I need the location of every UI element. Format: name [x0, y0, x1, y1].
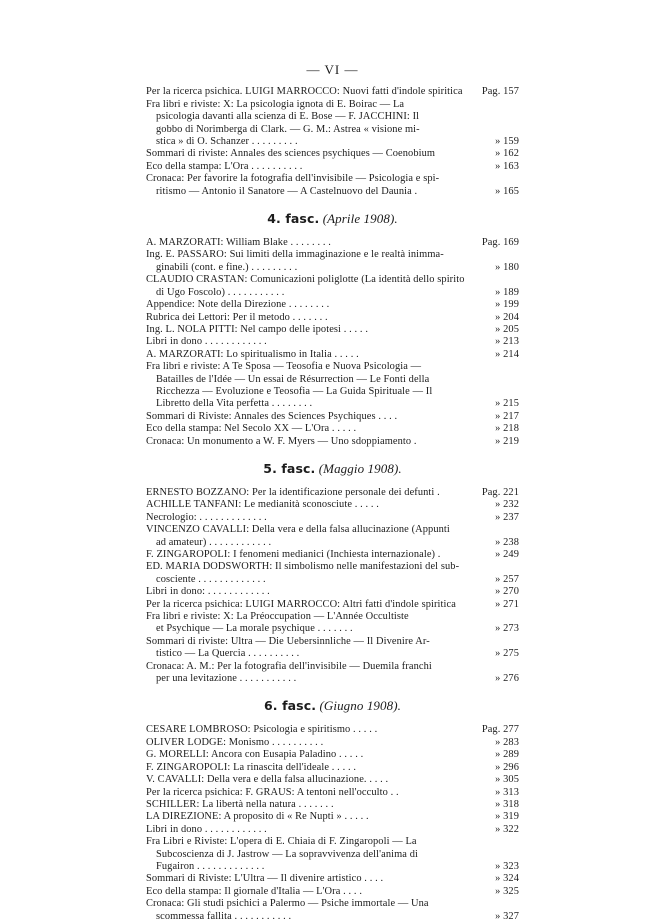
- issue-month: (Maggio 1908).: [318, 460, 402, 476]
- toc-entry: [146, 324, 519, 336]
- toc-entry: [146, 524, 519, 549]
- entry-line: tistico — La Quercia . . . . . . . . . .: [156, 648, 300, 660]
- toc-entry: [146, 512, 519, 524]
- issue-number: 6. fasc.: [264, 698, 317, 714]
- toc-entry: [146, 762, 519, 774]
- entry-page-ref: » 189: [495, 286, 519, 298]
- toc-entry: [146, 436, 519, 448]
- entry-line: Libri in dono . . . . . . . . . . . .: [146, 336, 267, 348]
- entry-line: psicologia davanti alla scienza di E. Bose — F. JACCHINI: Il: [156, 111, 420, 123]
- entry-line: Ricchezza — Evoluzione e Teosofia — La Guida Spirituale — Il: [156, 385, 433, 397]
- entry-page-ref: » 159: [495, 136, 519, 148]
- entry-line: Libretto della Vita perfetta . . . . . . . .: [156, 398, 313, 410]
- toc-entry: [146, 811, 519, 823]
- toc-entry: [146, 586, 519, 598]
- entry-page-ref: » 305: [495, 774, 519, 786]
- entry-page-ref: » 205: [495, 323, 519, 335]
- toc-entry: [146, 886, 519, 898]
- issue-number: 4. fasc.: [267, 211, 320, 227]
- entry-line: Eco della stampa: L'Ora . . . . . . . . . .: [146, 160, 303, 172]
- entry-page-ref: » 283: [495, 736, 519, 748]
- entry-line: scommessa fallita . . . . . . . . . . .: [156, 910, 292, 922]
- entry-line: Sommari di Riviste: L'Ultra — Il divenire artistico . . . .: [146, 873, 384, 885]
- entry-line: Cronaca: Per favorire la fotografia dell'invisibile — Psicologia e spi-: [146, 173, 440, 185]
- toc-entry: [146, 487, 519, 499]
- entry-line: Sommari di riviste: Annales des sciences psychiques — Coenobium: [146, 148, 436, 160]
- toc-entry: [146, 561, 519, 586]
- entry-line: F. ZINGAROPOLI: La rinascita dell'ideale . . . . .: [146, 761, 357, 773]
- toc-entry: [146, 898, 519, 923]
- toc-entry: [146, 799, 519, 811]
- toc-entry: [146, 737, 519, 749]
- entry-page-ref: » 238: [495, 536, 519, 548]
- toc-entry: [146, 724, 519, 736]
- entry-page-ref: » 327: [495, 910, 519, 922]
- entry-line: A. MARZORATI: William Blake . . . . . . . .: [146, 237, 331, 249]
- entry-page-ref: » 162: [495, 148, 519, 160]
- entry-line: Eco della stampa: Nel Secolo XX — L'Ora . . . . .: [146, 423, 357, 435]
- entry-page-ref: Pag. 277: [481, 724, 519, 736]
- entry-line: Per la ricerca psichica. LUIGI MARROCCO: Nuovi fatti d'indole spiritica: [146, 86, 463, 98]
- toc-entry: [146, 349, 519, 361]
- entry-line: ED. MARIA DODSWORTH: Il simbolismo nelle manifestazioni del sub-: [146, 561, 460, 573]
- toc-entry: [146, 423, 519, 435]
- entry-line: OLIVER LODGE: Monismo . . . . . . . . . .: [146, 736, 324, 748]
- entry-page-ref: » 204: [495, 311, 519, 323]
- entry-page-ref: » 232: [495, 499, 519, 511]
- entry-line: F. ZINGAROPOLI: I fenomeni medianici (Inchiesta internazionale) .: [146, 549, 441, 560]
- entry-line: A. MARZORATI: Lo spiritualismo in Italia . . . . .: [146, 348, 359, 360]
- entry-page-ref: Pag. 169: [481, 237, 519, 249]
- entry-line: CESARE LOMBROSO: Psicologia e spiritismo . . . . .: [146, 724, 378, 736]
- entry-page-ref: » 319: [495, 811, 519, 823]
- entry-line: ACHILLE TANFANI: Le medianità sconosciute . . . . .: [146, 499, 380, 511]
- entry-page-ref: » 324: [495, 873, 519, 885]
- entry-page-ref: » 215: [495, 398, 519, 410]
- entry-line: per una levitazione . . . . . . . . . . .: [156, 673, 297, 685]
- toc-entry: [146, 299, 519, 311]
- entry-page-ref: » 180: [495, 261, 519, 273]
- toc-entry: [146, 836, 519, 873]
- toc-entry: [146, 249, 519, 274]
- entry-line: cosciente . . . . . . . . . . . . .: [156, 573, 266, 585]
- entry-page-ref: » 257: [495, 573, 519, 585]
- entry-line: Cronaca: Un monumento a W. F. Myers — Uno sdoppiamento .: [146, 435, 417, 447]
- entry-page-ref: » 214: [495, 348, 519, 360]
- entry-line: Fra libri e riviste: A Te Sposa — Teosofia e Nuova Psicologia —: [146, 361, 422, 373]
- entry-page-ref: » 313: [495, 786, 519, 798]
- toc-body: [146, 86, 519, 923]
- toc-entry: [146, 549, 519, 561]
- entry-line: Libri in dono . . . . . . . . . . . .: [146, 823, 267, 835]
- entry-line: LA DIREZIONE: A proposito di « Re Nupti » . . . . .: [146, 811, 369, 823]
- toc-entry: [146, 173, 519, 198]
- entry-line: ginabili (cont. e fine.) . . . . . . . . .: [156, 261, 298, 273]
- entry-line: Sommari di riviste: Ultra — Die Uebersinnliche — Il Divenire Ar-: [146, 635, 430, 647]
- toc-entry: [146, 86, 519, 98]
- entry-page-ref: » 219: [495, 435, 519, 447]
- entry-page-ref: » 165: [495, 185, 519, 197]
- entry-line: Cronaca: A. M.: Per la fotografia dell'invisibile — Duemila franchi: [146, 660, 432, 672]
- entry-page-ref: » 217: [495, 410, 519, 422]
- issue-heading: [146, 461, 519, 477]
- entry-line: stica » di O. Schanzer . . . . . . . . .: [156, 136, 298, 148]
- issue-heading: [146, 698, 519, 714]
- toc-entry: [146, 237, 519, 249]
- table-of-contents: [146, 64, 519, 923]
- entry-page-ref: » 275: [495, 648, 519, 660]
- toc-entry: [146, 99, 519, 149]
- toc-entry: [146, 611, 519, 636]
- entry-page-ref: » 163: [495, 160, 519, 172]
- entry-page-ref: » 289: [495, 749, 519, 761]
- toc-entry: [146, 361, 519, 411]
- entry-page-ref: » 270: [495, 586, 519, 598]
- entry-line: et Psychique — La morale psychique . . . . . . .: [156, 623, 353, 635]
- toc-section: [146, 86, 519, 198]
- entry-line: SCHILLER: La libertà nella natura . . . . . . .: [146, 798, 334, 810]
- toc-entry: [146, 873, 519, 885]
- entry-line: ERNESTO BOZZANO: Per la identificazione personale dei defunti .: [146, 486, 440, 498]
- entry-line: Rubrica dei Lettori: Per il metodo . . . . . . .: [146, 311, 328, 323]
- entry-line: Batailles de l'Idée — Un essai de Résurrection — Le Fonti della: [156, 373, 430, 385]
- toc-section: [146, 461, 519, 686]
- issue-month: (Giugno 1908).: [319, 698, 401, 714]
- toc-entry: [146, 749, 519, 761]
- entry-page-ref: Pag. 157: [481, 86, 519, 98]
- entry-line: Per la ricerca psichica: F. GRAUS: A tentoni nell'occulto . .: [146, 786, 399, 798]
- entry-line: Libri in dono: . . . . . . . . . . . .: [146, 586, 270, 598]
- toc-entry: [146, 774, 519, 786]
- entry-line: di Ugo Foscolo) . . . . . . . . . . .: [156, 286, 285, 298]
- entry-page-ref: » 273: [495, 623, 519, 635]
- toc-section: [146, 211, 519, 448]
- entry-line: ad amateur) . . . . . . . . . . . .: [156, 536, 272, 548]
- entry-line: Cronaca: Gli studi psichici a Palermo — Psiche immortale — Una: [146, 898, 429, 910]
- entry-page-ref: » 325: [495, 885, 519, 897]
- issue-number: 5. fasc.: [263, 460, 316, 476]
- entry-line: Sommari di Riviste: Annales des Sciences Psychiques . . . .: [146, 410, 398, 422]
- entry-page-ref: » 296: [495, 761, 519, 773]
- entry-line: Necrologio: . . . . . . . . . . . . .: [146, 511, 267, 523]
- entry-page-ref: » 249: [495, 549, 519, 560]
- entry-line: Per la ricerca psichica: LUIGI MARROCCO: Altri fatti d'indole spiritica: [146, 598, 456, 610]
- entry-line: Fra libri e riviste: X: La Préoccupation — L'Année Occultiste: [146, 611, 409, 623]
- entry-page-ref: » 213: [495, 336, 519, 348]
- toc-entry: [146, 148, 519, 160]
- entry-line: Subcoscienza di J. Jastrow — La sopravvivenza dell'anima di: [156, 848, 418, 860]
- entry-line: Fra libri e riviste: X: La psicologia ignota di E. Boirac — La: [146, 98, 405, 110]
- toc-entry: [146, 411, 519, 423]
- entry-page-ref: » 218: [495, 423, 519, 435]
- entry-line: Ing. L. NOLA PITTI: Nel campo delle ipotesi . . . . .: [146, 323, 369, 335]
- toc-entry: [146, 661, 519, 686]
- entry-line: V. CAVALLI: Della vera e della falsa allucinazione. . . . .: [146, 774, 389, 786]
- issue-heading: [146, 211, 519, 227]
- toc-entry: [146, 787, 519, 799]
- entry-page-ref: » 237: [495, 511, 519, 523]
- entry-line: ritismo — Antonio il Sanatore — A Castelnuovo del Daunia .: [156, 185, 418, 197]
- entry-line: gobbo di Norimberga di Clark. — G. M.: Astrea « visione mi-: [156, 123, 420, 135]
- toc-entry: [146, 824, 519, 836]
- entry-page-ref: » 322: [495, 823, 519, 835]
- toc-entry: [146, 274, 519, 299]
- entry-line: Fugairon . . . . . . . . . . . . .: [156, 860, 265, 872]
- entry-line: G. MORELLI: Ancora con Eusapia Paladino . . . . .: [146, 749, 364, 761]
- entry-line: Fra Libri e Riviste: L'opera di E. Chiaia di F. Zingaropoli — La: [146, 836, 417, 848]
- entry-line: VINCENZO CAVALLI: Della vera e della falsa allucinazione (Appunti: [146, 524, 450, 536]
- toc-entry: [146, 636, 519, 661]
- entry-page-ref: » 318: [495, 798, 519, 810]
- toc-entry: [146, 161, 519, 173]
- page-number: — VI —: [306, 62, 359, 77]
- toc-entry: [146, 312, 519, 324]
- toc-entry: [146, 499, 519, 511]
- toc-entry: [146, 599, 519, 611]
- entry-line: Eco della stampa: Il giornale d'Italia — L'Ora . . . .: [146, 885, 363, 897]
- entry-page-ref: Pag. 221: [481, 486, 519, 498]
- entry-line: Ing. E. PASSARO: Sui limiti della immaginazione e le realtà inimma-: [146, 249, 444, 261]
- toc-entry: [146, 336, 519, 348]
- entry-page-ref: » 271: [495, 598, 519, 610]
- entry-page-ref: » 199: [495, 299, 519, 311]
- toc-section: [146, 698, 519, 923]
- entry-line: CLAUDIO CRASTAN: Comunicazioni poliglotte (La identità dello spirito: [146, 274, 465, 286]
- entry-page-ref: » 276: [495, 673, 519, 685]
- entry-line: Appendice: Note della Direzione . . . . . . . .: [146, 299, 330, 311]
- issue-month: (Aprile 1908).: [322, 211, 398, 227]
- entry-page-ref: » 323: [495, 860, 519, 872]
